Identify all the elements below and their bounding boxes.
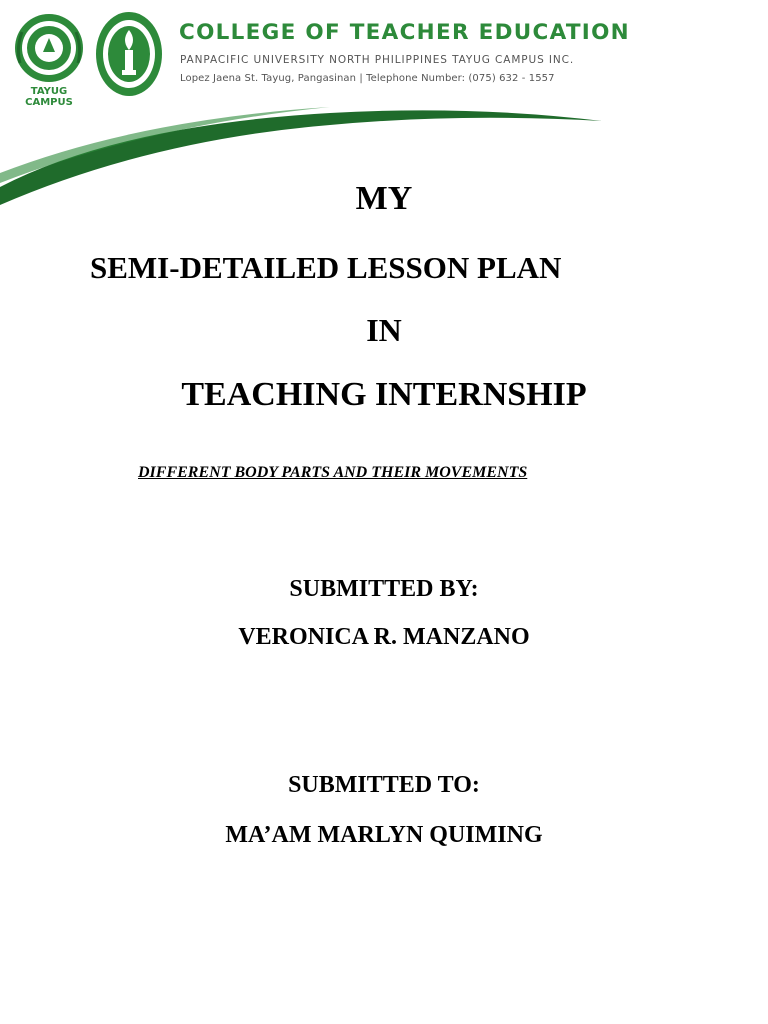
cover-title-line-1: MY — [355, 180, 413, 217]
college-seal-logo — [94, 10, 164, 98]
logo-caption-line1: TAYUG — [30, 86, 68, 97]
logo-caption-line2: CAMPUS — [25, 97, 73, 108]
cover-title-line-4: TEACHING INTERNSHIP — [181, 376, 587, 413]
university-name: PANPACIFIC UNIVERSITY NORTH PHILIPPINES TAYUG CAMPUS INC. — [180, 54, 575, 66]
cover-title-line-3: IN — [366, 312, 402, 348]
submitted-by-label: SUBMITTED BY: — [289, 576, 479, 602]
student-name: VERONICA R. MANZANO — [238, 624, 530, 650]
contact-address: Lopez Jaena St. Tayug, Pangasinan | Telephone Number: (075) 632 - 1557 — [180, 73, 555, 84]
college-title: COLLEGE OF TEACHER EDUCATION — [179, 20, 630, 45]
lesson-topic: DIFFERENT BODY PARTS AND THEIR MOVEMENTS — [138, 464, 528, 481]
adviser-name: MA’AM MARLYN QUIMING — [225, 822, 543, 848]
university-seal-logo — [12, 8, 86, 108]
cover-title-line-2: SEMI-DETAILED LESSON PLAN — [90, 250, 562, 285]
submitted-to-label: SUBMITTED TO: — [288, 772, 480, 798]
